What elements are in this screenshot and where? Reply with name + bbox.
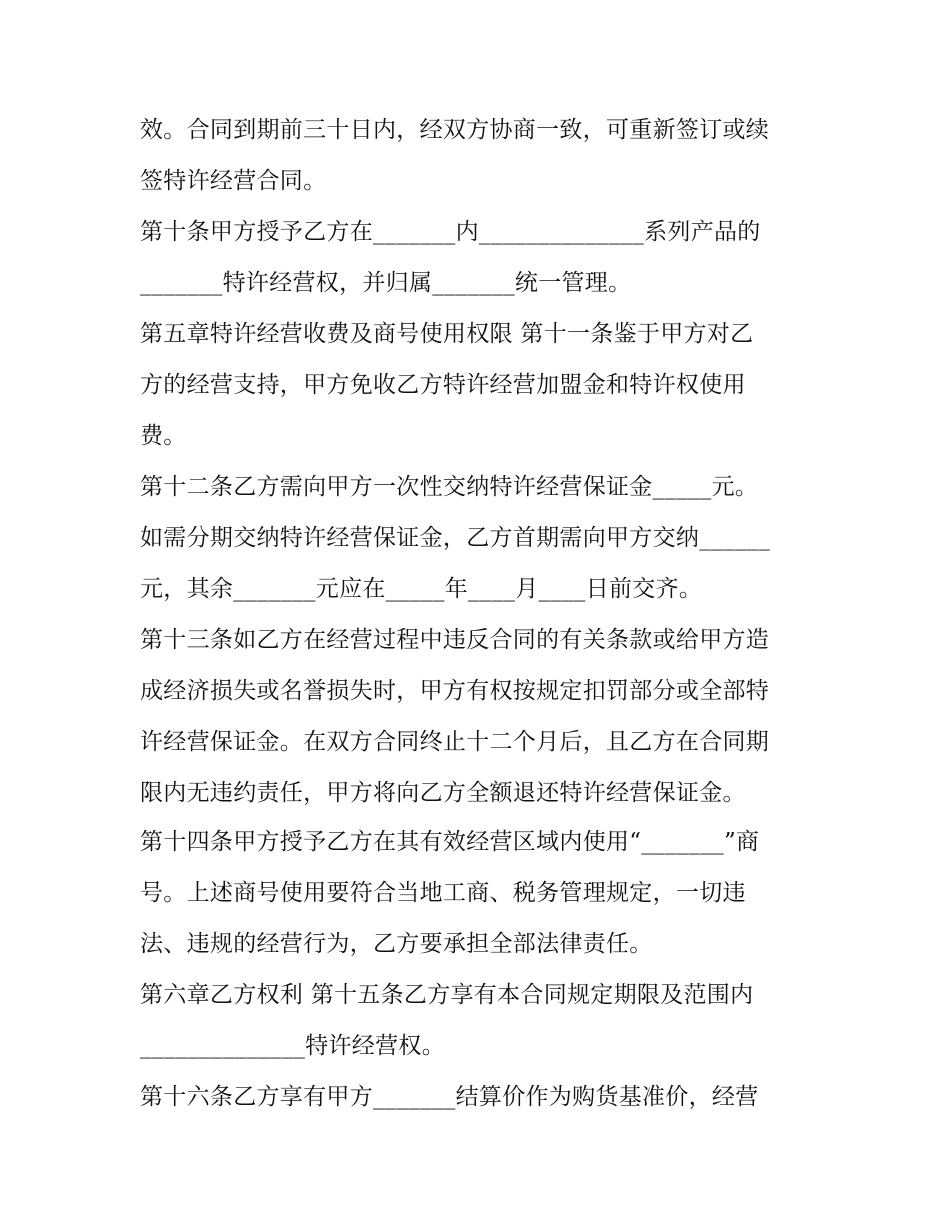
text-line: 许经营保证金。在双方合同终止十二个月后，且乙方在合同期 [140,729,770,755]
text-line: 方的经营支持，甲方免收乙方特许经营加盟金和特许权使用 [140,372,746,398]
text-line: _______特许经营权，并归属_______统一管理。 [140,270,632,296]
text-line: 号。上述商号使用要符合当地工商、税务管理规定，一切违 [140,880,746,906]
text-line: ______________特许经营权。 [140,1033,445,1059]
text-line: 费。 [140,423,187,449]
text-line: 法、违规的经营行为，乙方要承担全部法律责任。 [140,931,653,957]
text-line: 成经济损失或名誉损失时，甲方有权按规定扣罚部分或全部特 [140,678,770,704]
text-line: 第十二条乙方需向甲方一次性交纳特许经营保证金_____元。 [140,474,759,500]
text-line: 元，其余_______元应在_____年____月____日前交齐。 [140,576,703,602]
text-line: 第六章乙方权利 第十五条乙方享有本合同规定期限及范围内 [140,982,754,1008]
text-line: 第五章特许经营收费及商号使用权限 第十一条鉴于甲方对乙 [140,321,754,347]
text-line: 第十四条甲方授予乙方在其有效经营区域内使用“_______”商 [140,829,760,855]
text-line: 第十三条如乙方在经营过程中违反合同的有关条款或给甲方造 [140,627,770,653]
text-line: 第十六条乙方享有甲方_______结算价作为购货基准价，经营 [140,1084,759,1110]
text-line: 签特许经营合同。 [140,168,327,194]
text-line: 限内无违约责任，甲方将向乙方全额退还特许经营保证金。 [140,780,746,806]
text-line: 第十条甲方授予乙方在_______内______________系列产品的 [140,219,761,245]
text-line: 效。合同到期前三十日内，经双方协商一致，可重新签订或续 [140,117,770,143]
text-line: 如需分期交纳特许经营保证金，乙方首期需向甲方交纳______ [140,525,770,551]
